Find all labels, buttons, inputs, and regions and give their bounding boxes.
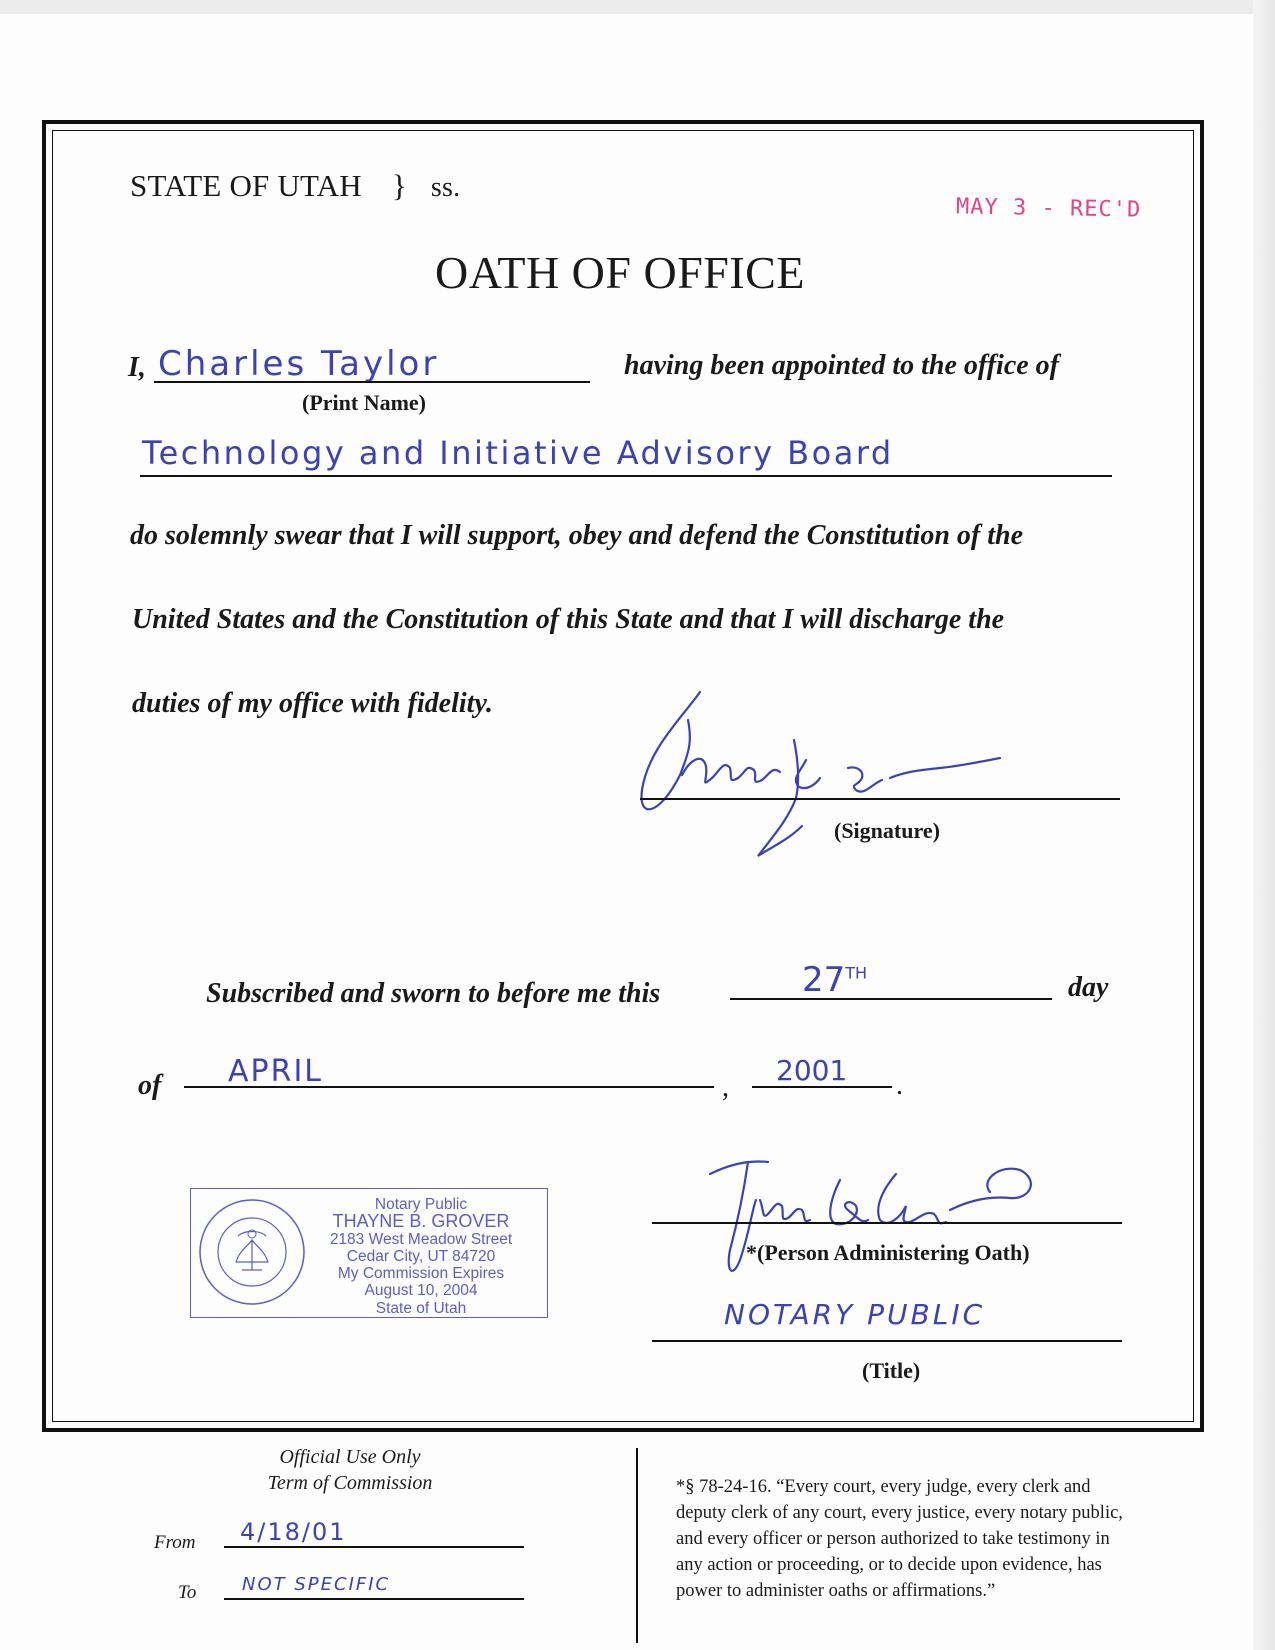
statute-note <box>676 1474 1206 1604</box>
statute-line-3: and every officer or person authorized to take testimony in <box>676 1529 1110 1549</box>
administrator-line <box>652 1222 1122 1224</box>
print-name-line <box>154 381 590 383</box>
notary-line-6: August 10, 2004 <box>364 1282 478 1300</box>
term-of-commission: Term of Commission <box>267 1472 433 1494</box>
statute-line-4: any action or proceeding, or to decide upon evidence, has <box>676 1555 1102 1575</box>
signature-caption: (Signature) <box>834 818 940 843</box>
state-name: STATE OF UTAH <box>130 168 362 203</box>
day-line <box>730 998 1052 1000</box>
official-use-heading: Official Use Only <box>279 1446 421 1468</box>
notary-line-2: THAYNE B. GROVER <box>332 1211 510 1232</box>
statute-line-1: *§ 78-24-16. “Every court, every judge, every clerk and <box>676 1477 1091 1497</box>
statute-line-5: power to administer oaths or affirmations.” <box>676 1581 996 1601</box>
day-number: 27 <box>802 960 846 1000</box>
to-label: To <box>178 1582 197 1603</box>
appointee-name: Charles Taylor <box>158 344 440 384</box>
office-name: Technology and Initiative Advisory Board <box>142 434 894 472</box>
day-value <box>802 960 867 1000</box>
print-name-caption: (Print Name) <box>302 390 427 415</box>
oath-line-1: do solemnly swear that I will support, obey and defend the Constitution of the <box>130 520 1023 551</box>
brace: } <box>391 168 407 203</box>
notary-stamp-text <box>312 1196 530 1317</box>
title-line <box>652 1340 1122 1342</box>
year-line <box>752 1086 892 1088</box>
statute-line-2: deputy clerk of any court, every justice, every notary public, <box>676 1503 1123 1523</box>
from-line <box>224 1546 524 1548</box>
oath-line-3: duties of my office with fidelity. <box>132 688 493 719</box>
appointee-signature <box>620 680 1040 890</box>
to-value: NOT SPECIFIC <box>242 1574 391 1595</box>
from-value: 4/18/01 <box>240 1518 347 1546</box>
period: . <box>896 1070 903 1101</box>
year-value: 2001 <box>776 1054 848 1087</box>
document-title: OATH OF OFFICE <box>435 247 805 298</box>
from-label: From <box>154 1532 196 1553</box>
administrator-caption: *(Person Administering Oath) <box>746 1240 1030 1265</box>
subscribed-text: Subscribed and sworn to before me this <box>206 978 661 1009</box>
title-value: NOTARY PUBLIC <box>724 1298 986 1331</box>
notary-line-4: Cedar City, UT 84720 <box>346 1247 496 1265</box>
notary-line-1: Notary Public <box>374 1196 468 1213</box>
state-heading <box>130 168 460 204</box>
notary-line-7: State of Utah <box>375 1299 467 1317</box>
to-line <box>224 1598 524 1600</box>
appointee-prefix: I, <box>128 352 146 383</box>
utah-state-seal <box>196 1196 308 1308</box>
notary-signature <box>690 1140 1110 1320</box>
signature-line <box>640 798 1120 800</box>
day-word: day <box>1068 972 1109 1003</box>
office-line <box>140 475 1112 477</box>
month-value: APRIL <box>228 1054 324 1089</box>
scan-shadow <box>0 0 1275 14</box>
section-divider <box>636 1448 638 1643</box>
of-word: of <box>138 1070 162 1101</box>
day-suffix: TH <box>845 963 868 983</box>
notary-line-5: My Commission Expires <box>337 1265 505 1283</box>
page-edge <box>1253 0 1275 1650</box>
notary-line-3: 2183 West Meadow Street <box>329 1230 513 1248</box>
month-line <box>184 1086 714 1088</box>
oath-line-2: United States and the Constitution of this State and that I will discharge the <box>132 604 1005 635</box>
appointed-text: having been appointed to the office of <box>624 350 1059 381</box>
received-stamp: MAY 3 - REC'D <box>955 194 1142 223</box>
ss-label: ss. <box>430 172 461 203</box>
title-caption: (Title) <box>862 1358 921 1383</box>
comma: , <box>722 1072 729 1103</box>
